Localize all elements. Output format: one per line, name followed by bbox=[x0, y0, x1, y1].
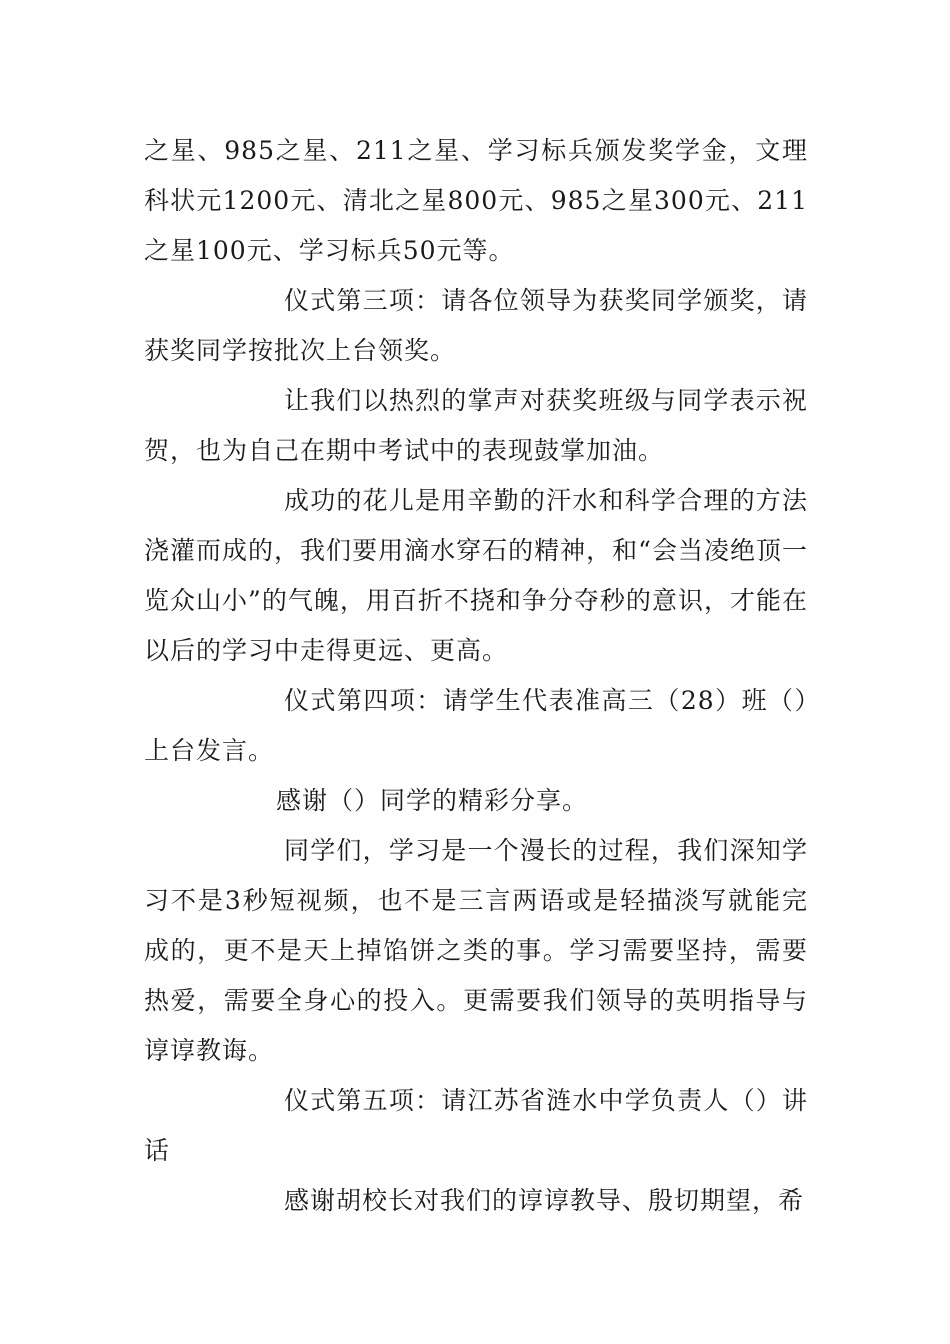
paragraph-scholarship-amounts: 之星、985之星、211之星、学习标兵颁发奖学金，文理科状元1200元、清北之星800元、985之星300元、211之星100元、学习标兵50元等。 bbox=[144, 136, 808, 265]
paragraph-learning-process: 同学们，学习是一个漫长的过程，我们深知学习不是3秒短视频，也不是三言两语或是轻描淡写就能完成的，更不是天上掉馅饼之类的事。学习需要坚持，需要热爱，需要全身心的投入。更需要我们领导的英明指导与谆谆教诲。 bbox=[144, 836, 808, 1065]
document-body bbox=[144, 126, 808, 1226]
paragraph-thanks-principal: 感谢胡校长对我们的谆谆教导、殷切期望，希 bbox=[284, 1186, 805, 1215]
paragraph-applause: 让我们以热烈的掌声对获奖班级与同学表示祝贺，也为自己在期中考试中的表现鼓掌加油。 bbox=[144, 386, 808, 465]
paragraph-ceremony-item-four: 仪式第四项：请学生代表准高三（28）班（）上台发言。 bbox=[144, 686, 808, 765]
paragraph-ceremony-item-five: 仪式第五项：请江苏省涟水中学负责人（）讲话 bbox=[144, 1086, 808, 1165]
paragraph-thanks-student: 感谢（）同学的精彩分享。 bbox=[276, 786, 589, 815]
paragraph-success-flowers: 成功的花儿是用辛勤的汗水和科学合理的方法浇灌而成的，我们要用滴水穿石的精神，和“会当凌绝顶一览众山小”的气魄，用百折不挠和争分夺秒的意识，才能在以后的学习中走得更远、更高。 bbox=[144, 486, 808, 665]
paragraph-ceremony-item-three: 仪式第三项：请各位领导为获奖同学颁奖，请获奖同学按批次上台领奖。 bbox=[144, 286, 808, 365]
